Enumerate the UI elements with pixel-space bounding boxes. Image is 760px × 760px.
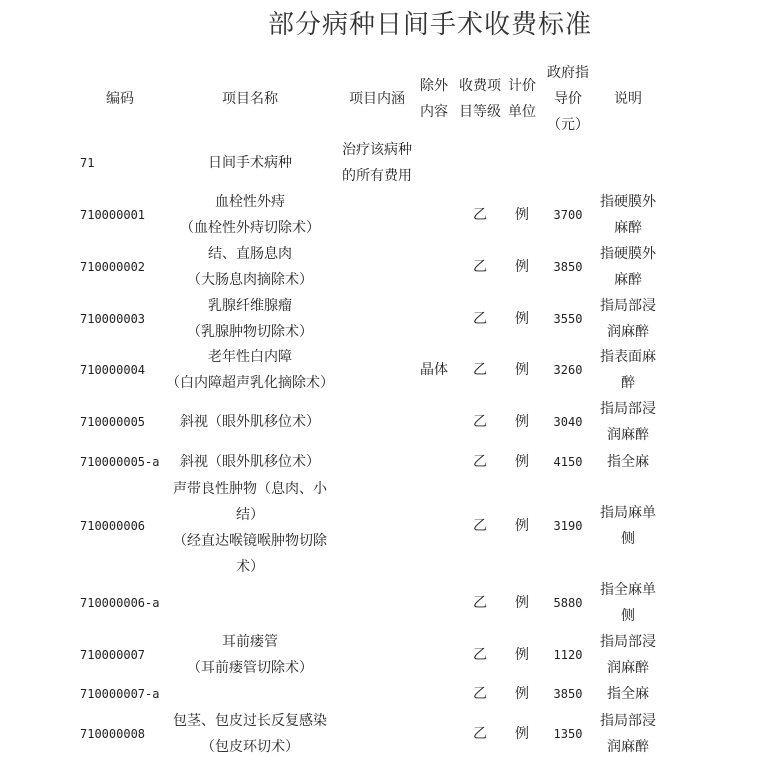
header-unit bbox=[504, 73, 540, 125]
row-3-name-line-2: （乳腺肿物切除术） bbox=[187, 324, 313, 340]
row-10-note-line-1: 指全麻 bbox=[607, 686, 649, 702]
category-name: 日间手术病种 bbox=[208, 155, 292, 171]
row-6-note bbox=[596, 449, 660, 475]
row-1-price: 3700 bbox=[553, 208, 583, 222]
row-2-note-line-1: 指硬膜外 bbox=[600, 246, 656, 262]
row-1-name-line-1: 血栓性外痔 bbox=[215, 194, 285, 210]
row-2-unit: 例 bbox=[515, 259, 529, 275]
row-6-name-line-1: 斜视（眼外肌移位术） bbox=[180, 454, 320, 470]
header-content: 项目内涵 bbox=[349, 91, 405, 107]
row-3-name bbox=[166, 293, 334, 345]
row-8-unit: 例 bbox=[515, 595, 529, 611]
row-2-note bbox=[596, 241, 660, 293]
row-4-price: 3260 bbox=[553, 363, 583, 377]
row-5-price: 3040 bbox=[553, 415, 583, 429]
row-2-code: 710000002 bbox=[80, 260, 146, 274]
row-9-price: 1120 bbox=[553, 648, 583, 662]
header-grade-line-2: 目等级 bbox=[459, 104, 501, 120]
row-2-price: 3850 bbox=[553, 260, 583, 274]
row-11-grade: 乙 bbox=[473, 726, 487, 742]
header-grade bbox=[456, 73, 504, 125]
row-8-price: 5880 bbox=[553, 596, 583, 610]
row-7-code: 710000006 bbox=[80, 519, 146, 533]
row-7-grade: 乙 bbox=[473, 518, 487, 534]
row-9-grade: 乙 bbox=[473, 647, 487, 663]
row-3-note-line-2: 润麻醉 bbox=[607, 324, 649, 340]
row-6-note-line-1: 指全麻 bbox=[607, 454, 649, 470]
row-5-code: 710000005 bbox=[80, 415, 146, 429]
row-11-price: 1350 bbox=[553, 727, 583, 741]
row-11-unit: 例 bbox=[515, 726, 529, 742]
row-10-note bbox=[596, 681, 660, 707]
row-4-code: 710000004 bbox=[80, 363, 146, 377]
row-3-name-line-1: 乳腺纤维腺瘤 bbox=[208, 298, 292, 314]
row-7-price: 3190 bbox=[553, 519, 583, 533]
row-10-unit: 例 bbox=[515, 686, 529, 702]
category-content bbox=[338, 137, 416, 189]
header-price-line-1: 政府指 bbox=[547, 65, 589, 81]
row-1-note bbox=[596, 189, 660, 241]
header-price bbox=[540, 60, 596, 138]
row-8-note-line-1: 指全麻单 bbox=[600, 582, 656, 598]
row-1-note-line-2: 麻醉 bbox=[614, 220, 642, 236]
row-9-note-line-1: 指局部浸 bbox=[600, 634, 656, 650]
row-3-code: 710000003 bbox=[80, 312, 146, 326]
row-1-unit: 例 bbox=[515, 207, 529, 223]
row-9-code: 710000007 bbox=[80, 648, 146, 662]
row-7-unit: 例 bbox=[515, 518, 529, 534]
row-11-code: 710000008 bbox=[80, 727, 146, 741]
row-6-grade: 乙 bbox=[473, 454, 487, 470]
header-grade-line-1: 收费项 bbox=[459, 78, 501, 94]
row-1-name bbox=[166, 189, 334, 241]
category-code: 71 bbox=[80, 156, 95, 170]
row-5-name bbox=[166, 409, 334, 435]
row-7-name-line-4: 术） bbox=[236, 559, 264, 575]
row-3-note bbox=[596, 293, 660, 345]
row-2-name bbox=[166, 241, 334, 293]
row-9-unit: 例 bbox=[515, 647, 529, 663]
row-1-note-line-1: 指硬膜外 bbox=[600, 194, 656, 210]
row-3-unit: 例 bbox=[515, 311, 529, 327]
row-10-price: 3850 bbox=[553, 687, 583, 701]
row-4-note-line-2: 醉 bbox=[621, 375, 635, 391]
row-11-name-line-1: 包茎、包皮过长反复感染 bbox=[173, 713, 327, 729]
row-3-grade: 乙 bbox=[473, 311, 487, 327]
row-6-name bbox=[166, 449, 334, 475]
row-8-note bbox=[596, 577, 660, 629]
row-7-name-line-1: 声带良性肿物（息肉、小 bbox=[173, 481, 327, 497]
row-4-name-line-2: （白内障超声乳化摘除术） bbox=[166, 375, 334, 391]
row-9-name-line-2: （耳前瘘管切除术） bbox=[187, 660, 313, 676]
row-1-code: 710000001 bbox=[80, 208, 146, 222]
row-7-note bbox=[596, 500, 660, 552]
category-content-line-2: 的所有费用 bbox=[342, 168, 412, 184]
row-5-unit: 例 bbox=[515, 414, 529, 430]
row-2-name-line-2: （大肠息肉摘除术） bbox=[187, 272, 313, 288]
row-7-note-line-2: 侧 bbox=[621, 531, 635, 547]
row-4-grade: 乙 bbox=[473, 362, 487, 378]
row-5-note-line-2: 润麻醉 bbox=[607, 427, 649, 443]
header-unit-line-1: 计价 bbox=[508, 78, 536, 94]
row-7-name bbox=[166, 476, 334, 580]
header-note: 说明 bbox=[614, 91, 642, 107]
row-4-name-line-1: 老年性白内障 bbox=[208, 349, 292, 365]
row-7-name-line-2: 结） bbox=[236, 507, 264, 523]
row-5-note-line-1: 指局部浸 bbox=[600, 401, 656, 417]
row-6-code: 710000005-a bbox=[80, 455, 160, 469]
row-4-unit: 例 bbox=[515, 362, 529, 378]
row-7-name-line-3: （经直达喉镜喉肿物切除 bbox=[173, 533, 327, 549]
row-3-note-line-1: 指局部浸 bbox=[600, 298, 656, 314]
header-excluded-line-2: 内容 bbox=[420, 104, 448, 120]
header-unit-line-2: 单位 bbox=[508, 104, 536, 120]
row-5-name-line-1: 斜视（眼外肌移位术） bbox=[180, 414, 320, 430]
header-name: 项目名称 bbox=[222, 91, 278, 107]
row-11-note bbox=[596, 708, 660, 760]
category-content-line-1: 治疗该病种 bbox=[342, 142, 412, 158]
row-7-note-line-1: 指局麻单 bbox=[600, 505, 656, 521]
row-4-note bbox=[596, 344, 660, 396]
excluded-content-merged: 晶体 bbox=[420, 362, 448, 378]
row-2-note-line-2: 麻醉 bbox=[614, 272, 642, 288]
header-price-line-2: 导价 bbox=[554, 91, 582, 107]
row-3-price: 3550 bbox=[553, 312, 583, 326]
row-8-note-line-2: 侧 bbox=[621, 608, 635, 624]
row-9-note bbox=[596, 629, 660, 681]
row-8-code: 710000006-a bbox=[80, 596, 160, 610]
row-11-name bbox=[166, 708, 334, 760]
row-10-grade: 乙 bbox=[473, 686, 487, 702]
row-2-name-line-1: 结、直肠息肉 bbox=[208, 246, 292, 262]
row-10-code: 710000007-a bbox=[80, 687, 160, 701]
row-4-name bbox=[166, 344, 334, 396]
row-11-note-line-1: 指局部浸 bbox=[600, 713, 656, 729]
row-11-note-line-2: 润麻醉 bbox=[607, 739, 649, 755]
row-8-grade: 乙 bbox=[473, 595, 487, 611]
row-11-name-line-2: （包皮环切术） bbox=[201, 739, 299, 755]
header-excluded-line-1: 除外 bbox=[420, 78, 448, 94]
header-code: 编码 bbox=[106, 91, 134, 107]
row-4-note-line-1: 指表面麻 bbox=[600, 349, 656, 365]
header-excluded bbox=[414, 73, 454, 125]
row-9-name bbox=[166, 629, 334, 681]
header-price-line-3: （元） bbox=[547, 117, 589, 133]
row-6-unit: 例 bbox=[515, 454, 529, 470]
row-2-grade: 乙 bbox=[473, 259, 487, 275]
row-5-note bbox=[596, 396, 660, 448]
row-1-grade: 乙 bbox=[473, 207, 487, 223]
row-5-grade: 乙 bbox=[473, 414, 487, 430]
row-1-name-line-2: （血栓性外痔切除术） bbox=[180, 220, 320, 236]
row-9-note-line-2: 润麻醉 bbox=[607, 660, 649, 676]
page-title: 部分病种日间手术收费标准 bbox=[267, 10, 592, 40]
row-9-name-line-1: 耳前瘘管 bbox=[222, 634, 278, 650]
row-6-price: 4150 bbox=[553, 455, 583, 469]
